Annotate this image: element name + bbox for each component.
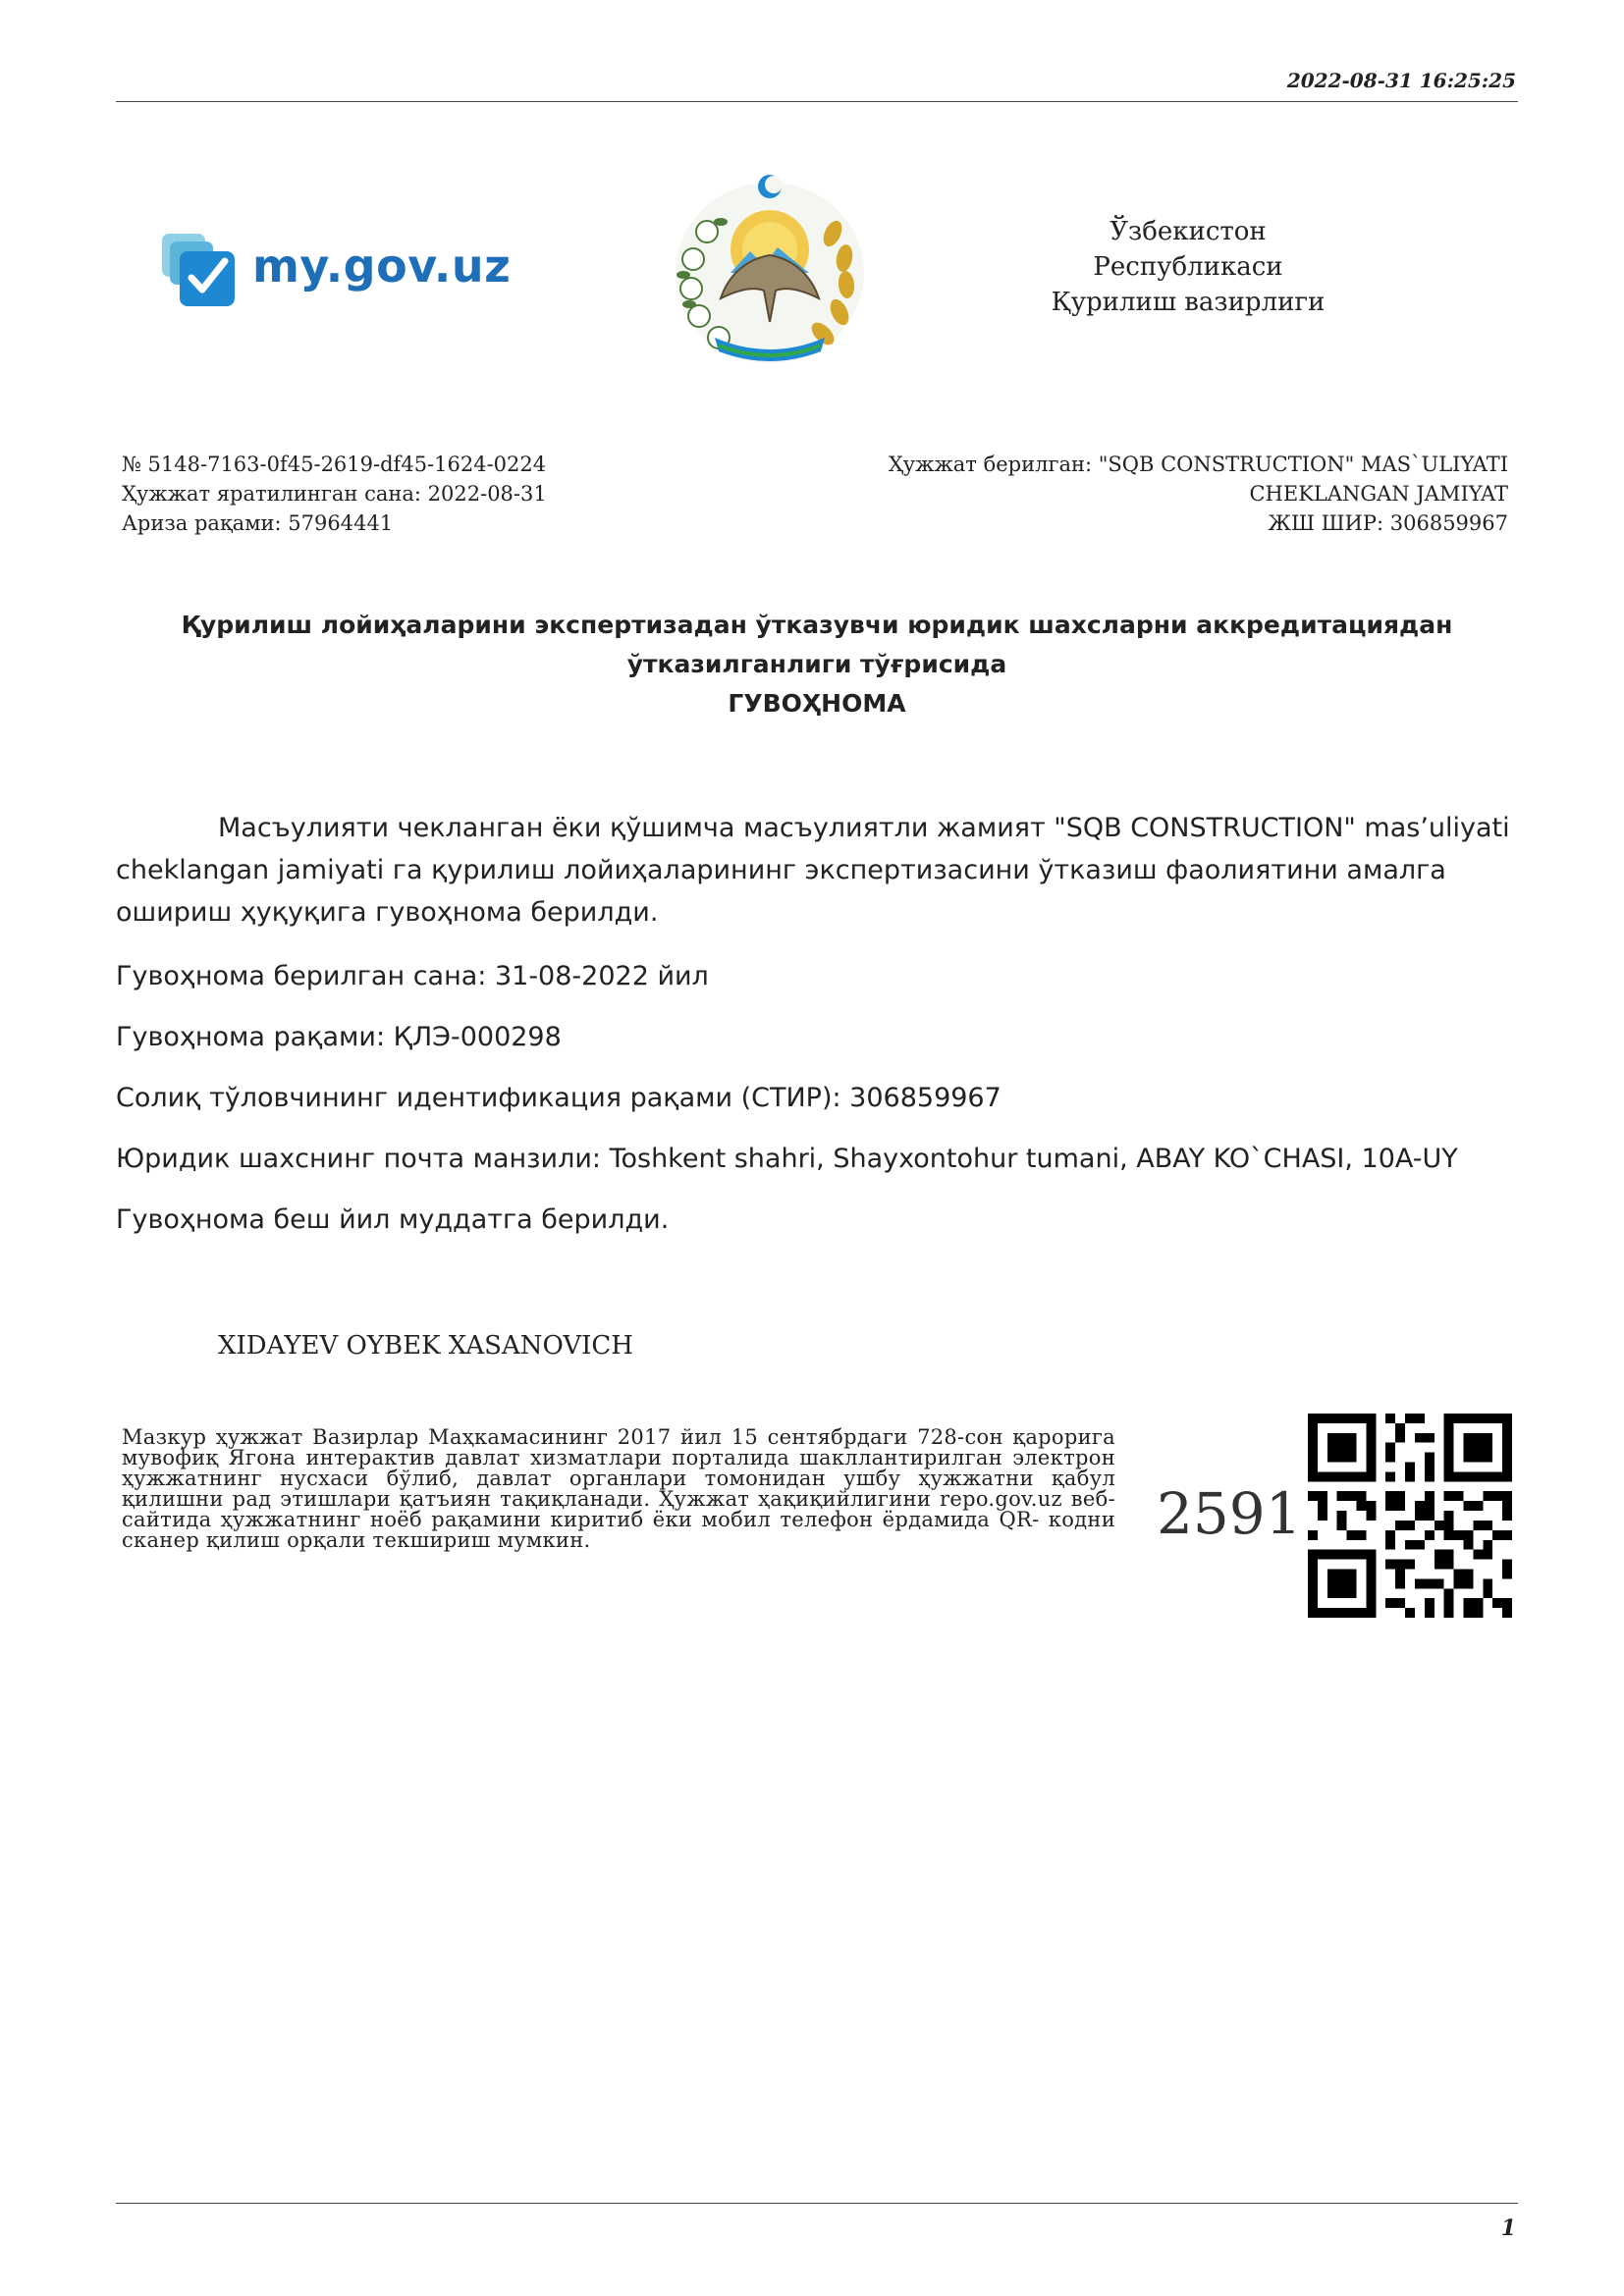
document-title [116,606,1518,723]
state-emblem-icon [668,165,872,369]
qr-code-icon [1308,1414,1512,1618]
footer-divider [116,2203,1518,2204]
signer-name: XIDAYEV OYBEK XASANOVICH [218,1331,633,1361]
document-body [116,807,1520,1238]
validity-period: Гувоҳнома беш йил муддатга берилди. [116,1204,670,1235]
title-line-3: ГУВОҲНОМА [728,689,906,718]
title-line-1: Қурилиш лойиҳаларини экспертизадан ўтказувчи юридик шахсларни аккредитациядан [181,611,1453,639]
issue-date: Гувоҳнома берилган сана: 31-08-2022 йил [116,961,709,991]
timestamp: 2022-08-31 16:25:25 [1286,69,1516,92]
page-number: 1 [1500,2216,1516,2241]
mygov-logo [160,232,512,310]
jsh-number: ЖШ ШИР: 306859967 [1268,511,1508,535]
checkmark-icon [160,232,239,310]
verification-code: 2591 [1157,1480,1302,1547]
issued-to-line-1: Ҳужжат берилган: "SQB CONSTRUCTION" MAS`ULIYATI [888,453,1508,476]
title-line-2: ўтказилганлиги тўғрисида [626,650,1007,678]
ministry-title [1011,214,1365,320]
logo-text: my.gov.uz [252,240,512,293]
application-number: Ариза рақами: 57964441 [122,511,394,535]
document-meta-right [801,450,1508,538]
issued-to-line-2: CHEKLANGAN JAMIYAT [1249,482,1508,506]
ministry-line-1: Ўзбекистон Республикаси [1093,217,1283,282]
ministry-line-2: Қурилиш вазирлиги [1051,288,1326,317]
header-divider [116,101,1518,102]
certificate-number: Гувоҳнома рақами: ҚЛЭ-000298 [116,1022,562,1052]
document-number: № 5148-7163-0f45-2619-df45-1624-0224 [122,453,547,476]
postal-address: Юридик шахснинг почта манзили: Toshkent shahri, Shayxontohur tumani, ABAY KO`CHASI, 10A-UY [116,1144,1458,1174]
document-meta-left [122,450,547,538]
tax-id: Солиқ тўловчининг идентификация рақами (СТИР): 306859967 [116,1083,1001,1113]
intro-paragraph: Масъулияти чекланган ёки қўшимча масъулиятли жамият "SQB CONSTRUCTION" mas’uliyati cheklangan jamiyati га қурилиш лойиҳаларининг экспертизасини ўтказиш фаолиятини амалга ошириш ҳуқуқига гувоҳнома берилди. [116,813,1510,928]
document-created-date: Ҳужжат яратилинган сана: 2022-08-31 [122,482,547,506]
legal-disclaimer: Мазкур ҳужжат Вазирлар Маҳкамасининг 2017 йил 15 сентябрдаги 728-сон қарорига мувофиқ Ягона интерактив давлат хизматлари порталида шакллантирилган электрон ҳужжатнинг нусхаси бўлиб, давлат органлари томонидан ушбу ҳужжатни қабул қилишни рад этишлари қатъиян тақиқланади. Ҳужжат ҳақиқийлигини repo.gov.uz веб-сайтида ҳужжатнинг ноёб рақамини киритиб ёки мобил телефон ёрдамида QR- кодни сканер қилиш орқали текшириш мумкин. [122,1425,1115,1552]
